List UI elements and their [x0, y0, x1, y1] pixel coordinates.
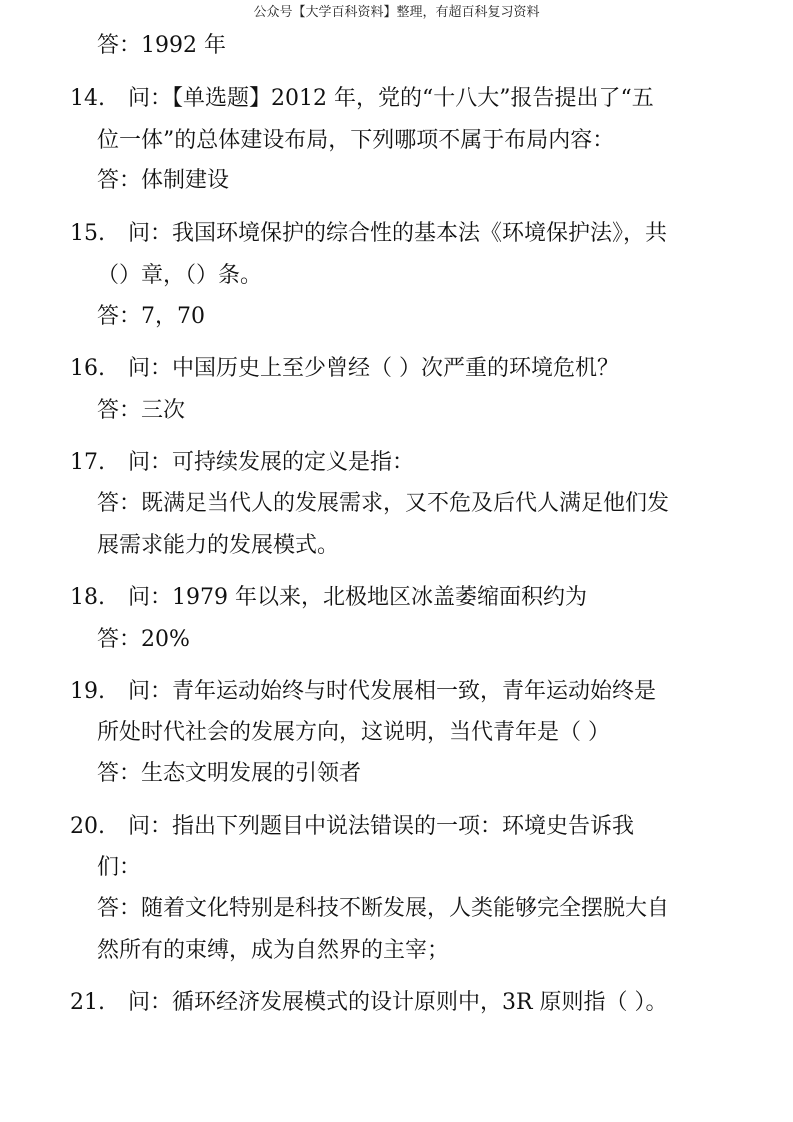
- question-line: 问：青年运动始终与时代发展相一致，青年运动始终是: [128, 679, 657, 704]
- question-line: 问：我国环境保护的综合性的基本法《环境保护法》，共: [128, 221, 668, 246]
- answer-line: 答：1992 年: [97, 33, 226, 58]
- question-line: 问：循环经济发展模式的设计原则中，3R 原则指（ ）。: [128, 990, 668, 1015]
- question-line: 问：【单选题】2012 年，党的“十八大”报告提出了“五: [128, 86, 654, 111]
- question-line: 问：可持续发展的定义是指：: [128, 450, 415, 475]
- question-number: 16.: [70, 356, 105, 381]
- question-number: 14.: [70, 86, 105, 111]
- question-number: 18.: [70, 585, 105, 610]
- question-number: 19.: [70, 679, 105, 704]
- answer-line: 答：生态文明发展的引领者: [97, 761, 362, 786]
- question-number: 20.: [70, 814, 105, 839]
- question-line: 所处时代社会的发展方向，这说明，当代青年是（ ）: [97, 720, 610, 745]
- answer-line: 答：20%: [97, 627, 190, 652]
- question-line: 问：指出下列题目中说法错误的一项：环境史告诉我: [128, 814, 635, 839]
- question-line: 位一体”的总体建设布局，下列哪项不属于布局内容：: [97, 128, 615, 153]
- answer-line: 然所有的束缚，成为自然界的主宰；: [97, 938, 450, 963]
- question-number: 21.: [70, 990, 105, 1015]
- answer-line: 答：三次: [97, 398, 186, 423]
- question-line: 们：: [97, 855, 142, 880]
- question-line: （）章，（）条。: [97, 263, 263, 288]
- answer-line: 答：7，70: [97, 304, 205, 329]
- answer-line: 展需求能力的发展模式。: [97, 533, 340, 558]
- question-number: 15.: [70, 221, 105, 246]
- answer-line: 答：体制建设: [97, 168, 230, 193]
- answer-line: 答：随着文化特别是科技不断发展，人类能够完全摆脱大自: [97, 896, 670, 921]
- question-line: 问：1979 年以来，北极地区冰盖萎缩面积约为: [128, 585, 587, 610]
- question-line: 问：中国历史上至少曾经（ ）次严重的环境危机？: [128, 356, 619, 381]
- page-header: 公众号【大学百科资料】整理，有超百科复习资料: [253, 5, 540, 20]
- answer-line: 答：既满足当代人的发展需求，又不危及后代人满足他们发: [97, 491, 670, 516]
- question-number: 17.: [70, 450, 105, 475]
